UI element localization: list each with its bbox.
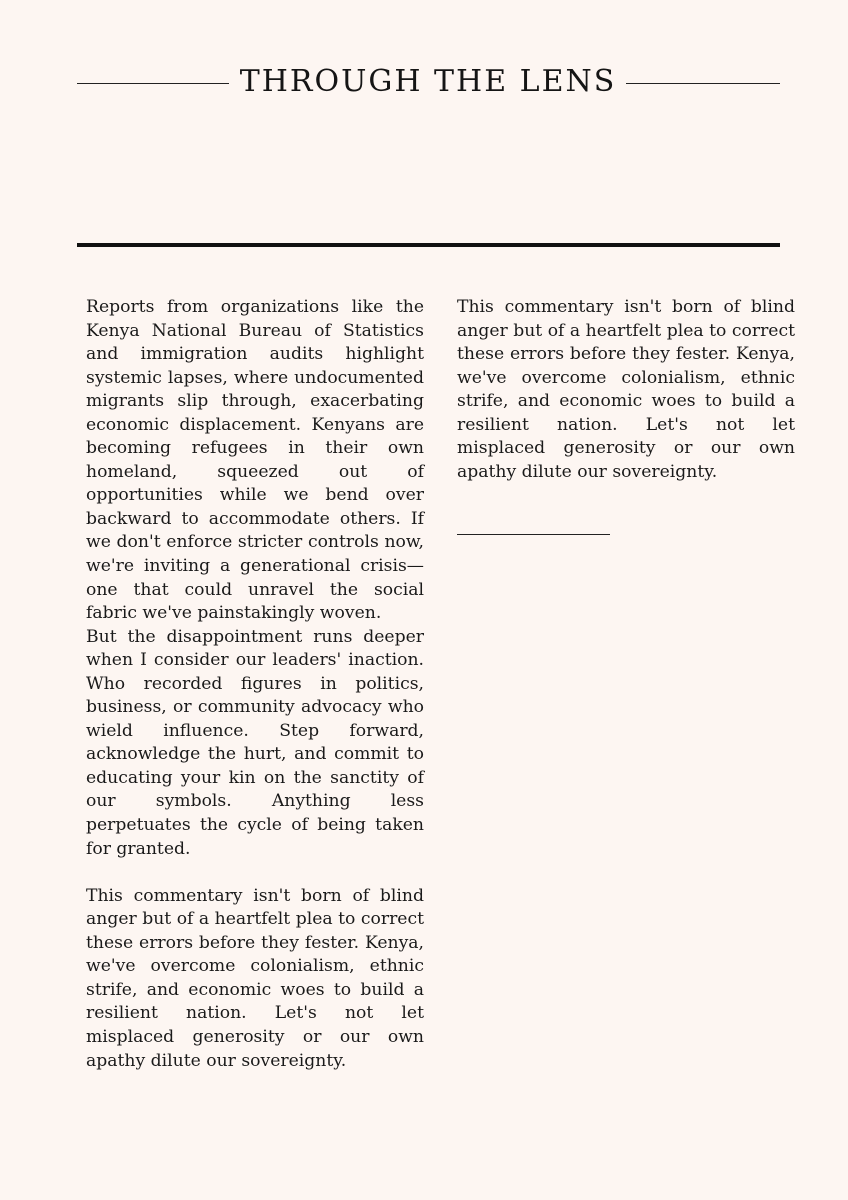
end-rule bbox=[457, 534, 610, 535]
page-title: THROUGH THE LENS bbox=[239, 64, 617, 99]
article-paragraph: Reports from organizations like the Kenya National Bureau of Statistics and immigration audits highlight systemic lapses, where undocumented migrants slip through, exacerbating economic displacement. Kenyans are becoming refugees in their own homeland, squeezed out of opportunities while we bend over backward to accommodate others. If we don't enforce stricter controls now, we're inviting a generational crisis—one that could unravel the social fabric we've painstakingly woven. bbox=[86, 297, 424, 624]
article-paragraph: This commentary isn't born of blind anger but of a heartfelt plea to correct these errors before they fester. Kenya, we've overcome colonialism, ethnic strife, and economic woes to build a resilient nation. Let's not let misplaced generosity or our own apathy dilute our sovereignty. bbox=[86, 885, 424, 1071]
article-column-right bbox=[457, 296, 795, 484]
article-paragraph: But the disappointment runs deeper when I consider our leaders' inaction. Who recorded figures in politics, business, or community advocacy who wield influence. Step forward, acknowledge the hurt, and commit to educating your kin on the sanctity of our symbols. Anything less perpetuates the cycle of being taken for granted. bbox=[86, 626, 424, 859]
section-divider bbox=[77, 243, 780, 247]
header-rule-left bbox=[77, 83, 229, 84]
article-paragraph: This commentary isn't born of blind anger but of a heartfelt plea to correct these errors before they fester. Kenya, we've overcome colonialism, ethnic strife, and economic woes to build a resilient nation. Let's not let misplaced generosity or our own apathy dilute our sovereignty. bbox=[457, 297, 795, 482]
header-rule-right bbox=[626, 83, 780, 84]
article-column-left bbox=[86, 296, 424, 1073]
